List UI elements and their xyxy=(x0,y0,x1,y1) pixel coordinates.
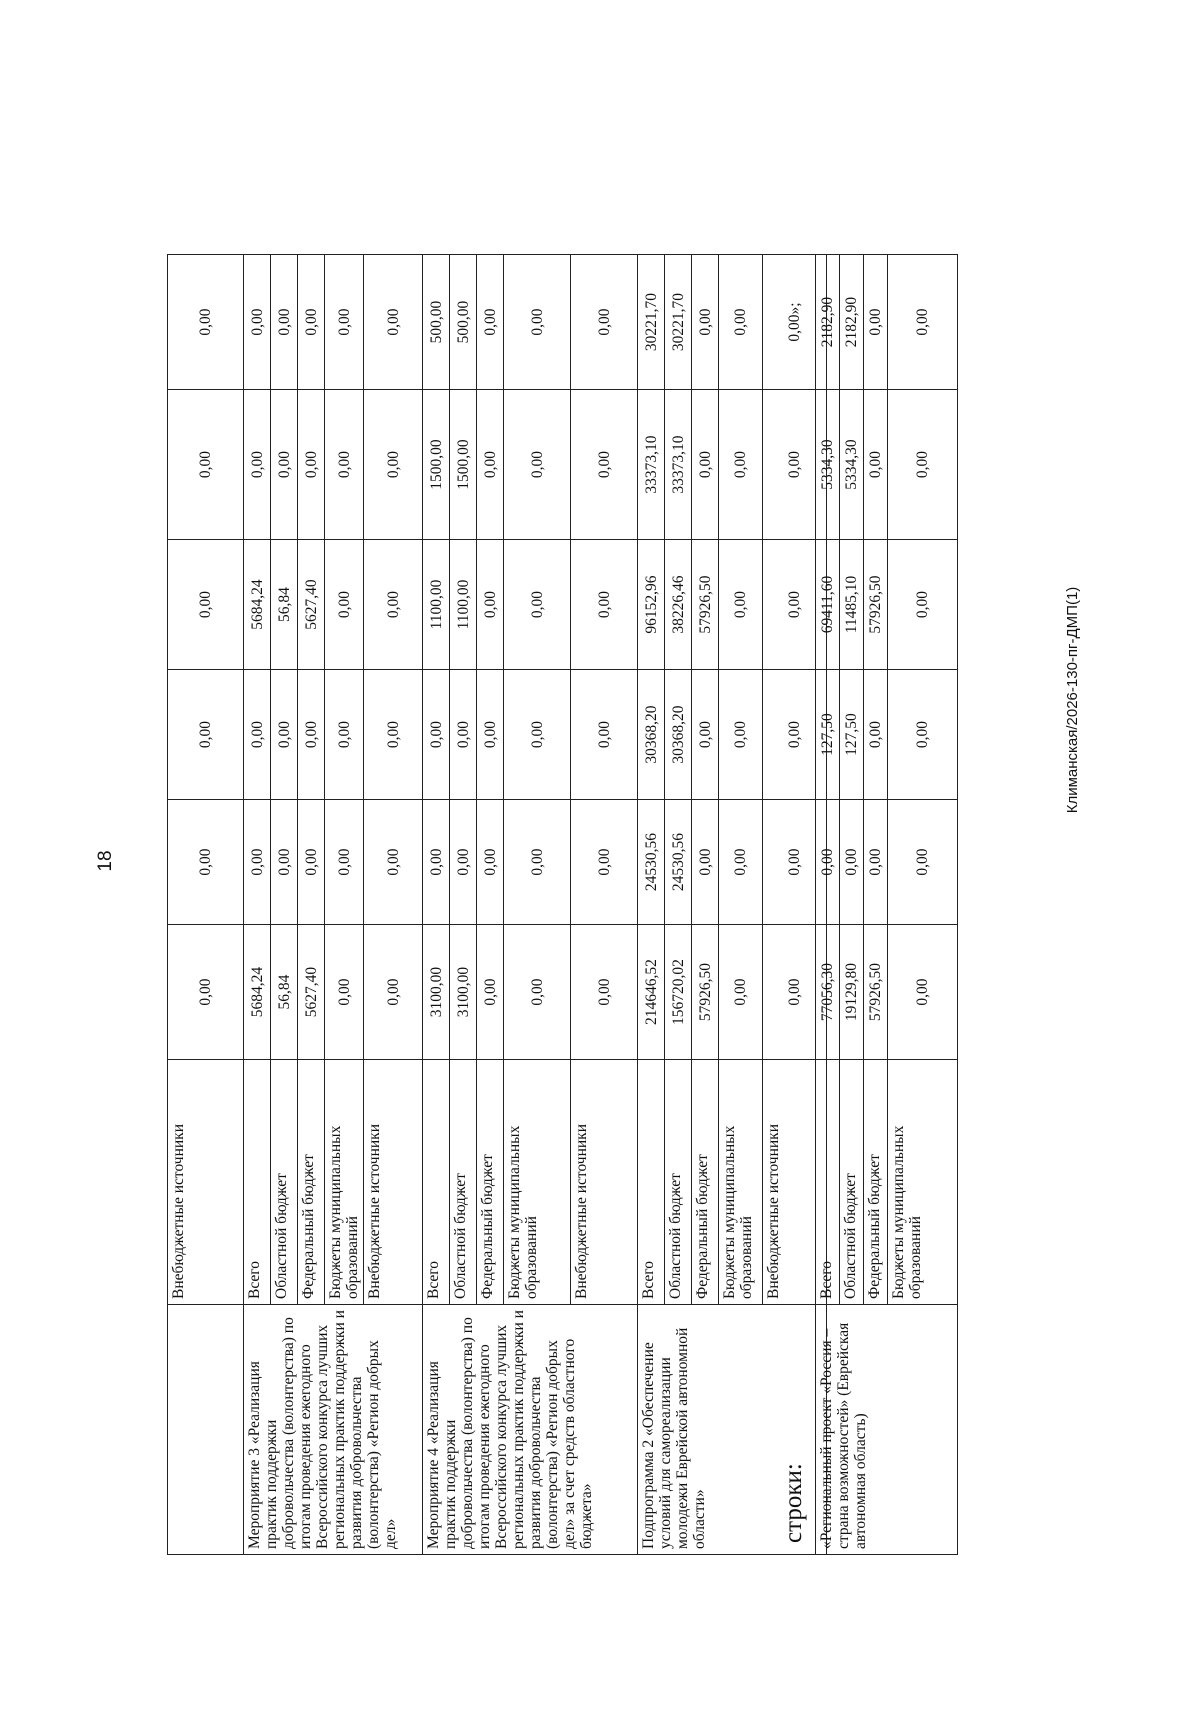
source-cell: Федеральный бюджет xyxy=(477,1060,504,1305)
program-name-cell: «Региональный проект «Россия – страна возможностей» (Еврейская автономная область) xyxy=(816,1305,958,1555)
value-cell: 0,00 xyxy=(816,800,840,925)
value-cell: 1500,00 xyxy=(423,390,450,540)
value-cell: 0,00 xyxy=(168,255,244,390)
value-cell: 0,00 xyxy=(763,800,827,925)
value-cell: 0,00 xyxy=(364,670,423,800)
value-cell: 0,00 xyxy=(719,540,763,670)
value-cell: 0,00 xyxy=(364,390,423,540)
value-cell: 0,00 xyxy=(763,925,827,1060)
value-cell: 0,00 xyxy=(244,670,271,800)
value-cell: 0,00 xyxy=(423,670,450,800)
source-cell: Бюджеты муниципальных образований xyxy=(325,1060,364,1305)
value-cell: 0,00 xyxy=(168,800,244,925)
value-cell: 19129,80 xyxy=(840,925,864,1060)
value-cell: 0,00 xyxy=(888,925,958,1060)
value-cell: 0,00 xyxy=(504,800,571,925)
value-cell: 5627,40 xyxy=(298,925,325,1060)
value-cell: 0,00 xyxy=(864,800,888,925)
value-cell: 0,00 xyxy=(504,670,571,800)
source-cell: Бюджеты муниципальных образований xyxy=(719,1060,763,1305)
value-cell: 0,00 xyxy=(504,925,571,1060)
value-cell: 38226,46 xyxy=(665,540,692,670)
value-cell: 0,00 xyxy=(271,390,298,540)
program-name-cell: Мероприятие 3 «Реализация практик поддержки добровольчества (волонтерства) по итогам проведения ежегодного Всероссийского конкурса лучших региональных практик поддержки и развития добровольчества (волонтерства) «Регион добрых дел» xyxy=(244,1305,423,1555)
value-cell: 0,00 xyxy=(244,255,271,390)
value-cell: 0,00 xyxy=(692,390,719,540)
document-reference: Климанская/2026-130-пг-ДМП(1) xyxy=(1064,586,1081,814)
value-cell: 0,00 xyxy=(571,670,638,800)
source-cell: Всего xyxy=(816,1060,840,1305)
value-cell: 57926,50 xyxy=(692,925,719,1060)
value-cell: 0,00 xyxy=(571,540,638,670)
source-cell: Внебюджетные источники xyxy=(168,1060,244,1305)
value-cell: 0,00 xyxy=(571,925,638,1060)
value-cell: 0,00 xyxy=(298,670,325,800)
value-cell: 0,00 xyxy=(325,390,364,540)
source-cell: Федеральный бюджет xyxy=(864,1060,888,1305)
source-cell: Областной бюджет xyxy=(450,1060,477,1305)
value-cell: 0,00 xyxy=(692,800,719,925)
value-cell: 0,00 xyxy=(763,540,827,670)
value-cell: 0,00 xyxy=(477,925,504,1060)
value-cell: 0,00 xyxy=(364,540,423,670)
value-cell: 0,00 xyxy=(477,670,504,800)
value-cell: 0,00 xyxy=(719,255,763,390)
page-number: 18 xyxy=(95,850,116,872)
source-cell: Всего xyxy=(244,1060,271,1305)
value-cell: 56,84 xyxy=(271,925,298,1060)
budget-table-regional-project xyxy=(815,254,958,1555)
value-cell: 2182,90 xyxy=(816,255,840,390)
value-cell: 0,00 xyxy=(325,255,364,390)
value-cell: 0,00 xyxy=(477,390,504,540)
value-cell: 0,00 xyxy=(325,925,364,1060)
value-cell: 57926,50 xyxy=(864,540,888,670)
value-cell: 30221,70 xyxy=(638,255,665,390)
value-cell: 1100,00 xyxy=(423,540,450,670)
source-cell: Федеральный бюджет xyxy=(692,1060,719,1305)
table-row xyxy=(423,255,450,1555)
value-cell: 96152,96 xyxy=(638,540,665,670)
value-cell: 0,00 xyxy=(298,390,325,540)
value-cell: 0,00 xyxy=(719,925,763,1060)
source-cell: Внебюджетные источники xyxy=(364,1060,423,1305)
value-cell: 0,00 xyxy=(571,255,638,390)
blank-cell xyxy=(168,1305,244,1555)
value-cell: 0,00 xyxy=(271,670,298,800)
value-cell: 0,00 xyxy=(450,670,477,800)
value-cell: 0,00 xyxy=(864,255,888,390)
value-cell: 1100,00 xyxy=(450,540,477,670)
value-cell: 24530,56 xyxy=(665,800,692,925)
value-cell: 69411,60 xyxy=(816,540,840,670)
source-cell: Всего xyxy=(423,1060,450,1305)
value-cell: 0,00 xyxy=(168,390,244,540)
table-row xyxy=(168,255,244,1555)
value-cell: 0,00 xyxy=(763,390,827,540)
value-cell: 0,00 xyxy=(719,800,763,925)
source-cell: Федеральный бюджет xyxy=(298,1060,325,1305)
value-cell: 0,00 xyxy=(571,390,638,540)
value-cell: 11485,10 xyxy=(840,540,864,670)
value-cell: 0,00 xyxy=(504,540,571,670)
value-cell: 5334,30 xyxy=(816,390,840,540)
value-cell: 3100,00 xyxy=(423,925,450,1060)
value-cell: 33373,10 xyxy=(638,390,665,540)
value-cell: 127,50 xyxy=(816,670,840,800)
budget-table-main xyxy=(167,254,827,1555)
source-cell: Всего xyxy=(638,1060,665,1305)
program-name-cell: Подпрограмма 2 «Обеспечение условий для самореализации молодежи Еврейской автономной области» xyxy=(638,1305,827,1555)
value-cell: 0,00 xyxy=(423,800,450,925)
table-row xyxy=(638,255,665,1555)
value-cell: 0,00 xyxy=(364,800,423,925)
value-cell: 500,00 xyxy=(450,255,477,390)
value-cell: 0,00 xyxy=(168,540,244,670)
value-cell: 5684,24 xyxy=(244,925,271,1060)
value-cell: 0,00 xyxy=(864,670,888,800)
value-cell: 30221,70 xyxy=(665,255,692,390)
value-cell: 0,00 xyxy=(719,390,763,540)
value-cell: 0,00 xyxy=(888,670,958,800)
value-cell: 0,00 xyxy=(298,800,325,925)
value-cell: 0,00»; xyxy=(763,255,827,390)
source-cell: Внебюджетные источники xyxy=(763,1060,827,1305)
value-cell: 0,00 xyxy=(571,800,638,925)
value-cell: 0,00 xyxy=(364,925,423,1060)
value-cell: 0,00 xyxy=(477,800,504,925)
value-cell: 0,00 xyxy=(298,255,325,390)
value-cell: 3100,00 xyxy=(450,925,477,1060)
rows-label: строки: xyxy=(780,1463,807,1543)
value-cell: 214646,52 xyxy=(638,925,665,1060)
value-cell: 0,00 xyxy=(325,670,364,800)
value-cell: 0,00 xyxy=(692,255,719,390)
value-cell: 24530,56 xyxy=(638,800,665,925)
value-cell: 0,00 xyxy=(325,800,364,925)
value-cell: 57926,50 xyxy=(864,925,888,1060)
value-cell: 0,00 xyxy=(477,540,504,670)
value-cell: 127,50 xyxy=(840,670,864,800)
value-cell: 0,00 xyxy=(325,540,364,670)
value-cell: 0,00 xyxy=(504,255,571,390)
value-cell: 0,00 xyxy=(888,800,958,925)
value-cell: 0,00 xyxy=(763,670,827,800)
value-cell: 1500,00 xyxy=(450,390,477,540)
value-cell: 5627,40 xyxy=(298,540,325,670)
source-cell: Областной бюджет xyxy=(840,1060,864,1305)
value-cell: 5334,30 xyxy=(840,390,864,540)
value-cell: 33373,10 xyxy=(665,390,692,540)
value-cell: 0,00 xyxy=(271,800,298,925)
value-cell: 0,00 xyxy=(168,670,244,800)
value-cell: 0,00 xyxy=(888,540,958,670)
value-cell: 5684,24 xyxy=(244,540,271,670)
value-cell: 57926,50 xyxy=(692,540,719,670)
value-cell: 0,00 xyxy=(271,255,298,390)
value-cell: 2182,90 xyxy=(840,255,864,390)
value-cell: 0,00 xyxy=(168,925,244,1060)
value-cell: 0,00 xyxy=(244,800,271,925)
value-cell: 0,00 xyxy=(364,255,423,390)
source-cell: Областной бюджет xyxy=(665,1060,692,1305)
value-cell: 30368,20 xyxy=(665,670,692,800)
value-cell: 0,00 xyxy=(450,800,477,925)
landscape-sheet xyxy=(167,45,1167,1555)
source-cell: Областной бюджет xyxy=(271,1060,298,1305)
value-cell: 0,00 xyxy=(888,390,958,540)
value-cell: 156720,02 xyxy=(665,925,692,1060)
value-cell: 56,84 xyxy=(271,540,298,670)
value-cell: 77056,30 xyxy=(816,925,840,1060)
value-cell: 30368,20 xyxy=(638,670,665,800)
value-cell: 0,00 xyxy=(864,390,888,540)
table-row xyxy=(816,255,840,1555)
program-name-cell: Мероприятие 4 «Реализация практик поддержки добровольчества (волонтерства) по итогам проведения ежегодного Всероссийского конкурса лучших региональных практик поддержки и развития добровольчества (волонтерства) «Регион добрых дел» за счет средств областного бюджета» xyxy=(423,1305,638,1555)
value-cell: 0,00 xyxy=(504,390,571,540)
table-row xyxy=(244,255,271,1555)
value-cell: 0,00 xyxy=(244,390,271,540)
source-cell: Внебюджетные источники xyxy=(571,1060,638,1305)
value-cell: 0,00 xyxy=(840,800,864,925)
value-cell: 0,00 xyxy=(719,670,763,800)
source-cell: Бюджеты муниципальных образований xyxy=(504,1060,571,1305)
value-cell: 0,00 xyxy=(888,255,958,390)
value-cell: 500,00 xyxy=(423,255,450,390)
value-cell: 0,00 xyxy=(477,255,504,390)
value-cell: 0,00 xyxy=(692,670,719,800)
source-cell: Бюджеты муниципальных образований xyxy=(888,1060,958,1305)
